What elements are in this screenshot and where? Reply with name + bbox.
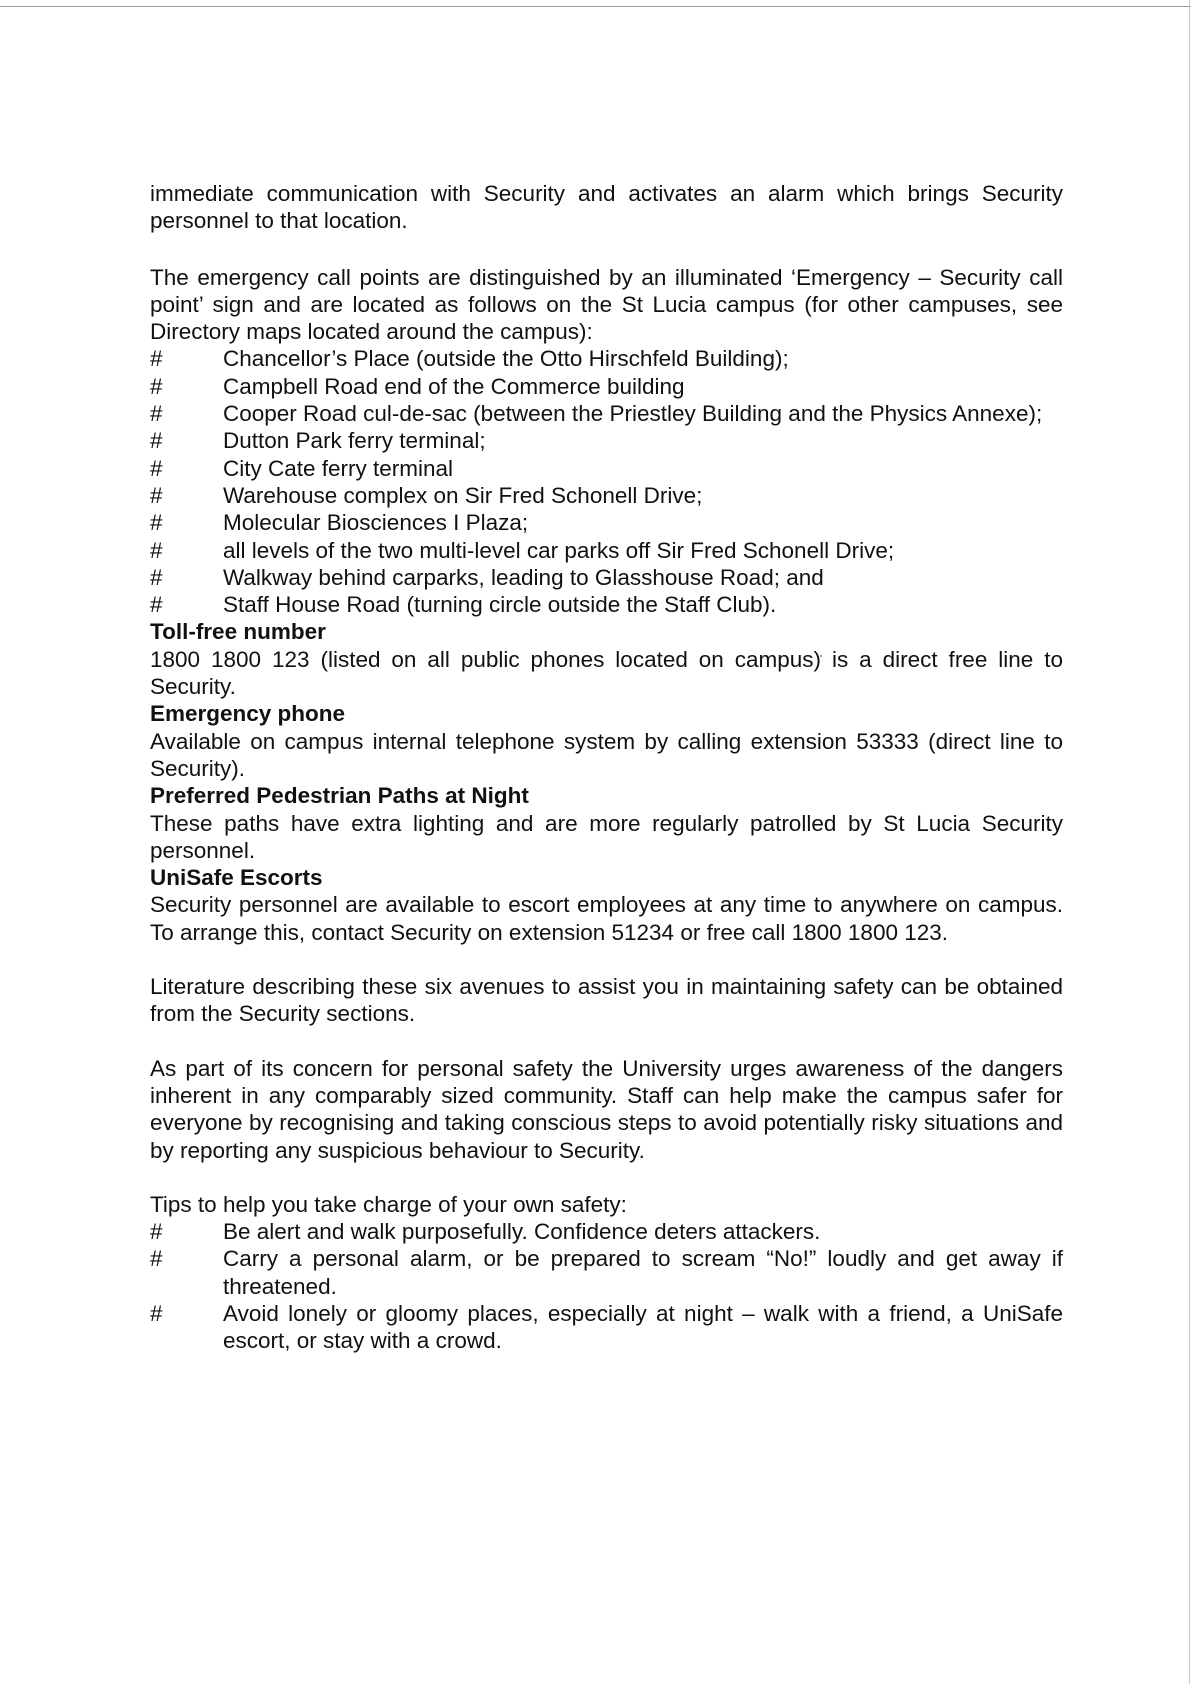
bullet-hash: # bbox=[150, 1300, 163, 1326]
list-item-text: Carry a personal alarm, or be prepared to scream “No!” loudly and get away if threatened. bbox=[223, 1246, 1063, 1299]
list-item-text: all levels of the two multi-level car parks off Sir Fred Schonell Drive; bbox=[223, 537, 895, 563]
tips-list bbox=[150, 1218, 1063, 1354]
list-item-text: Molecular Biosciences I Plaza; bbox=[223, 510, 529, 536]
bullet-hash: # bbox=[150, 346, 163, 372]
bullet-hash: # bbox=[150, 1219, 163, 1245]
bullet-hash: # bbox=[150, 401, 163, 427]
bullet-hash: # bbox=[150, 1246, 163, 1272]
list-item bbox=[150, 482, 1063, 509]
unisafe-escorts-body: Security personnel are available to escort employees at any time to anywhere on campus. To arrange this, contact Security on extension 51234 or free call 1800 1800 123. bbox=[150, 892, 1063, 945]
unisafe-escorts-heading: UniSafe Escorts bbox=[150, 865, 323, 891]
list-item-text: Avoid lonely or gloomy places, especially at night – walk with a friend, a UniSafe escort, or stay with a crowd. bbox=[223, 1300, 1063, 1354]
bullet-hash: # bbox=[150, 592, 163, 618]
pedestrian-paths-heading: Preferred Pedestrian Paths at Night bbox=[150, 783, 529, 809]
list-item bbox=[150, 1300, 1063, 1355]
callpoints-list bbox=[150, 345, 1063, 618]
scan-top-edge-line bbox=[0, 6, 1191, 7]
list-item bbox=[150, 373, 1063, 400]
emergency-phone-heading: Emergency phone bbox=[150, 701, 346, 727]
list-item-text: Warehouse complex on Sir Fred Schonell Drive; bbox=[223, 482, 703, 508]
list-item-text: Staff House Road (turning circle outside the Staff Club). bbox=[223, 592, 777, 618]
tollfree-heading: Toll-free number bbox=[150, 619, 326, 645]
list-item bbox=[150, 345, 1063, 372]
list-item bbox=[150, 400, 1063, 427]
bullet-hash: # bbox=[150, 373, 163, 399]
list-item-text: Campbell Road end of the Commerce building bbox=[223, 373, 685, 399]
list-item bbox=[150, 1218, 1063, 1245]
list-item-text: Dutton Park ferry terminal; bbox=[223, 428, 486, 454]
bullet-hash: # bbox=[150, 455, 163, 481]
tollfree-body: 1800 1800 123 (listed on all public phones located on campus) is a direct free line to Security. bbox=[150, 646, 1063, 700]
bullet-hash: # bbox=[150, 428, 163, 454]
bullet-hash: # bbox=[150, 510, 163, 536]
list-item-text: City Cate ferry terminal bbox=[223, 455, 454, 481]
list-item bbox=[150, 427, 1063, 454]
pedestrian-paths-body: These paths have extra lighting and are more regularly patrolled by St Lucia Security personnel. bbox=[150, 810, 1063, 863]
list-item-text: Chancellor’s Place (outside the Otto Hirschfeld Building); bbox=[223, 346, 789, 372]
bullet-hash: # bbox=[150, 482, 163, 508]
list-item bbox=[150, 591, 1063, 618]
intro-continuation: immediate communication with Security and activates an alarm which brings Security personnel to that location. bbox=[150, 181, 1063, 234]
document-page bbox=[150, 180, 1063, 1355]
tips-intro: Tips to help you take charge of your own safety: bbox=[150, 1191, 627, 1217]
list-item bbox=[150, 537, 1063, 564]
list-item bbox=[150, 564, 1063, 591]
bullet-hash: # bbox=[150, 564, 163, 590]
concern-paragraph: As part of its concern for personal safety the University urges awareness of the dangers inherent in any comparably sized community. Staff can help make the campus safer for everyone by recognising and taking conscious steps to avoid potentially risky situations and by reporting any suspicious behaviour to Security. bbox=[150, 1055, 1063, 1163]
scan-right-edge-line bbox=[1189, 0, 1190, 1684]
literature-paragraph: Literature describing these six avenues to assist you in maintaining safety can be obtained from the Security sections. bbox=[150, 974, 1063, 1027]
list-item-text: Cooper Road cul-de-sac (between the Priestley Building and the Physics Annexe); bbox=[223, 401, 1043, 427]
bullet-hash: # bbox=[150, 537, 163, 563]
list-item-text: Be alert and walk purposefully. Confidence deters attackers. bbox=[223, 1219, 821, 1245]
list-item-text: Walkway behind carparks, leading to Glasshouse Road; and bbox=[223, 564, 824, 590]
list-item bbox=[150, 455, 1063, 482]
list-item bbox=[150, 1245, 1063, 1300]
list-item bbox=[150, 509, 1063, 536]
emergency-phone-body: Available on campus internal telephone system by calling extension 53333 (direct line to Security). bbox=[150, 728, 1063, 781]
callpoints-intro: The emergency call points are distinguished by an illuminated ‘Emergency – Security call point’ sign and are located as follows on the St Lucia campus (for other campuses, see Directory maps located around the campus): bbox=[150, 264, 1063, 345]
